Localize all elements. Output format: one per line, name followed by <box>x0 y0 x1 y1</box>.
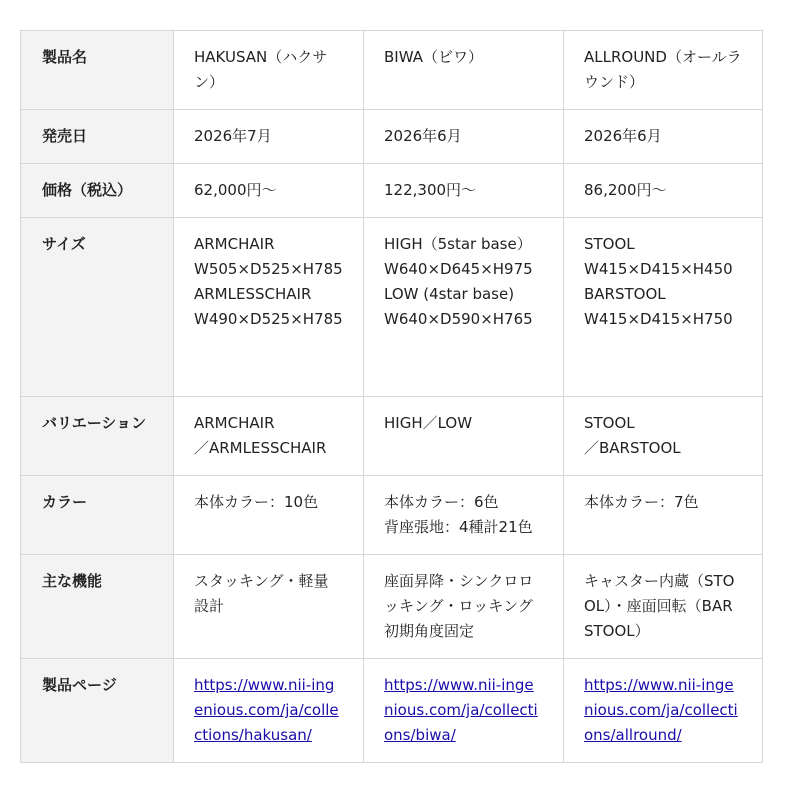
row-label: 主な機能 <box>21 555 174 659</box>
cell-hakusan: 62,000円～ <box>174 164 364 218</box>
row-price <box>21 164 763 218</box>
row-label: 製品ページ <box>21 659 174 763</box>
cell-allround: キャスター内蔵（STOOL）・座面回転（BARSTOOL） <box>564 555 763 659</box>
row-color <box>21 476 763 555</box>
cell-biwa: BIWA（ビワ） <box>364 31 564 110</box>
row-product-name <box>21 31 763 110</box>
hakusan-product-link[interactable]: https://www.nii-ingenious.com/ja/collections/hakusan/ <box>194 676 339 744</box>
cell-allround <box>564 659 763 763</box>
cell-hakusan: ARMCHAIR W505×D525×H785 ARMLESSCHAIR W490×D525×H785 <box>174 218 364 397</box>
allround-product-link[interactable]: https://www.nii-ingenious.com/ja/collections/allround/ <box>584 676 738 744</box>
cell-allround: STOOL W415×D415×H450 BARSTOOL W415×D415×H750 <box>564 218 763 397</box>
cell-biwa: HIGH（5star base） W640×D645×H975 LOW (4star base) W640×D590×H765 <box>364 218 564 397</box>
cell-hakusan: HAKUSAN（ハクサン） <box>174 31 364 110</box>
cell-hakusan: 本体カラー：10色 <box>174 476 364 555</box>
cell-biwa: HIGH／LOW <box>364 397 564 476</box>
cell-biwa: 122,300円～ <box>364 164 564 218</box>
cell-hakusan: ARMCHAIR ／ARMLESSCHAIR <box>174 397 364 476</box>
cell-hakusan <box>174 659 364 763</box>
row-size <box>21 218 763 397</box>
product-spec-table <box>20 30 763 763</box>
row-release-date <box>21 110 763 164</box>
row-label: サイズ <box>21 218 174 397</box>
cell-hakusan: スタッキング・軽量設計 <box>174 555 364 659</box>
cell-allround: ALLROUND（オールラウンド） <box>564 31 763 110</box>
row-product-page <box>21 659 763 763</box>
cell-allround: 本体カラー：7色 <box>564 476 763 555</box>
cell-allround: 2026年6月 <box>564 110 763 164</box>
cell-biwa <box>364 659 564 763</box>
cell-biwa: 座面昇降・シンクロロッキング・ロッキング初期角度固定 <box>364 555 564 659</box>
cell-biwa: 2026年6月 <box>364 110 564 164</box>
cell-biwa: 本体カラー：6色 背座張地：4種計21色 <box>364 476 564 555</box>
row-label: 製品名 <box>21 31 174 110</box>
cell-hakusan: 2026年7月 <box>174 110 364 164</box>
biwa-product-link[interactable]: https://www.nii-ingenious.com/ja/collections/biwa/ <box>384 676 538 744</box>
row-features <box>21 555 763 659</box>
row-label: 価格（税込） <box>21 164 174 218</box>
cell-allround: 86,200円～ <box>564 164 763 218</box>
cell-allround: STOOL ／BARSTOOL <box>564 397 763 476</box>
row-label: バリエーション <box>21 397 174 476</box>
row-label: カラー <box>21 476 174 555</box>
row-variation <box>21 397 763 476</box>
row-label: 発売日 <box>21 110 174 164</box>
